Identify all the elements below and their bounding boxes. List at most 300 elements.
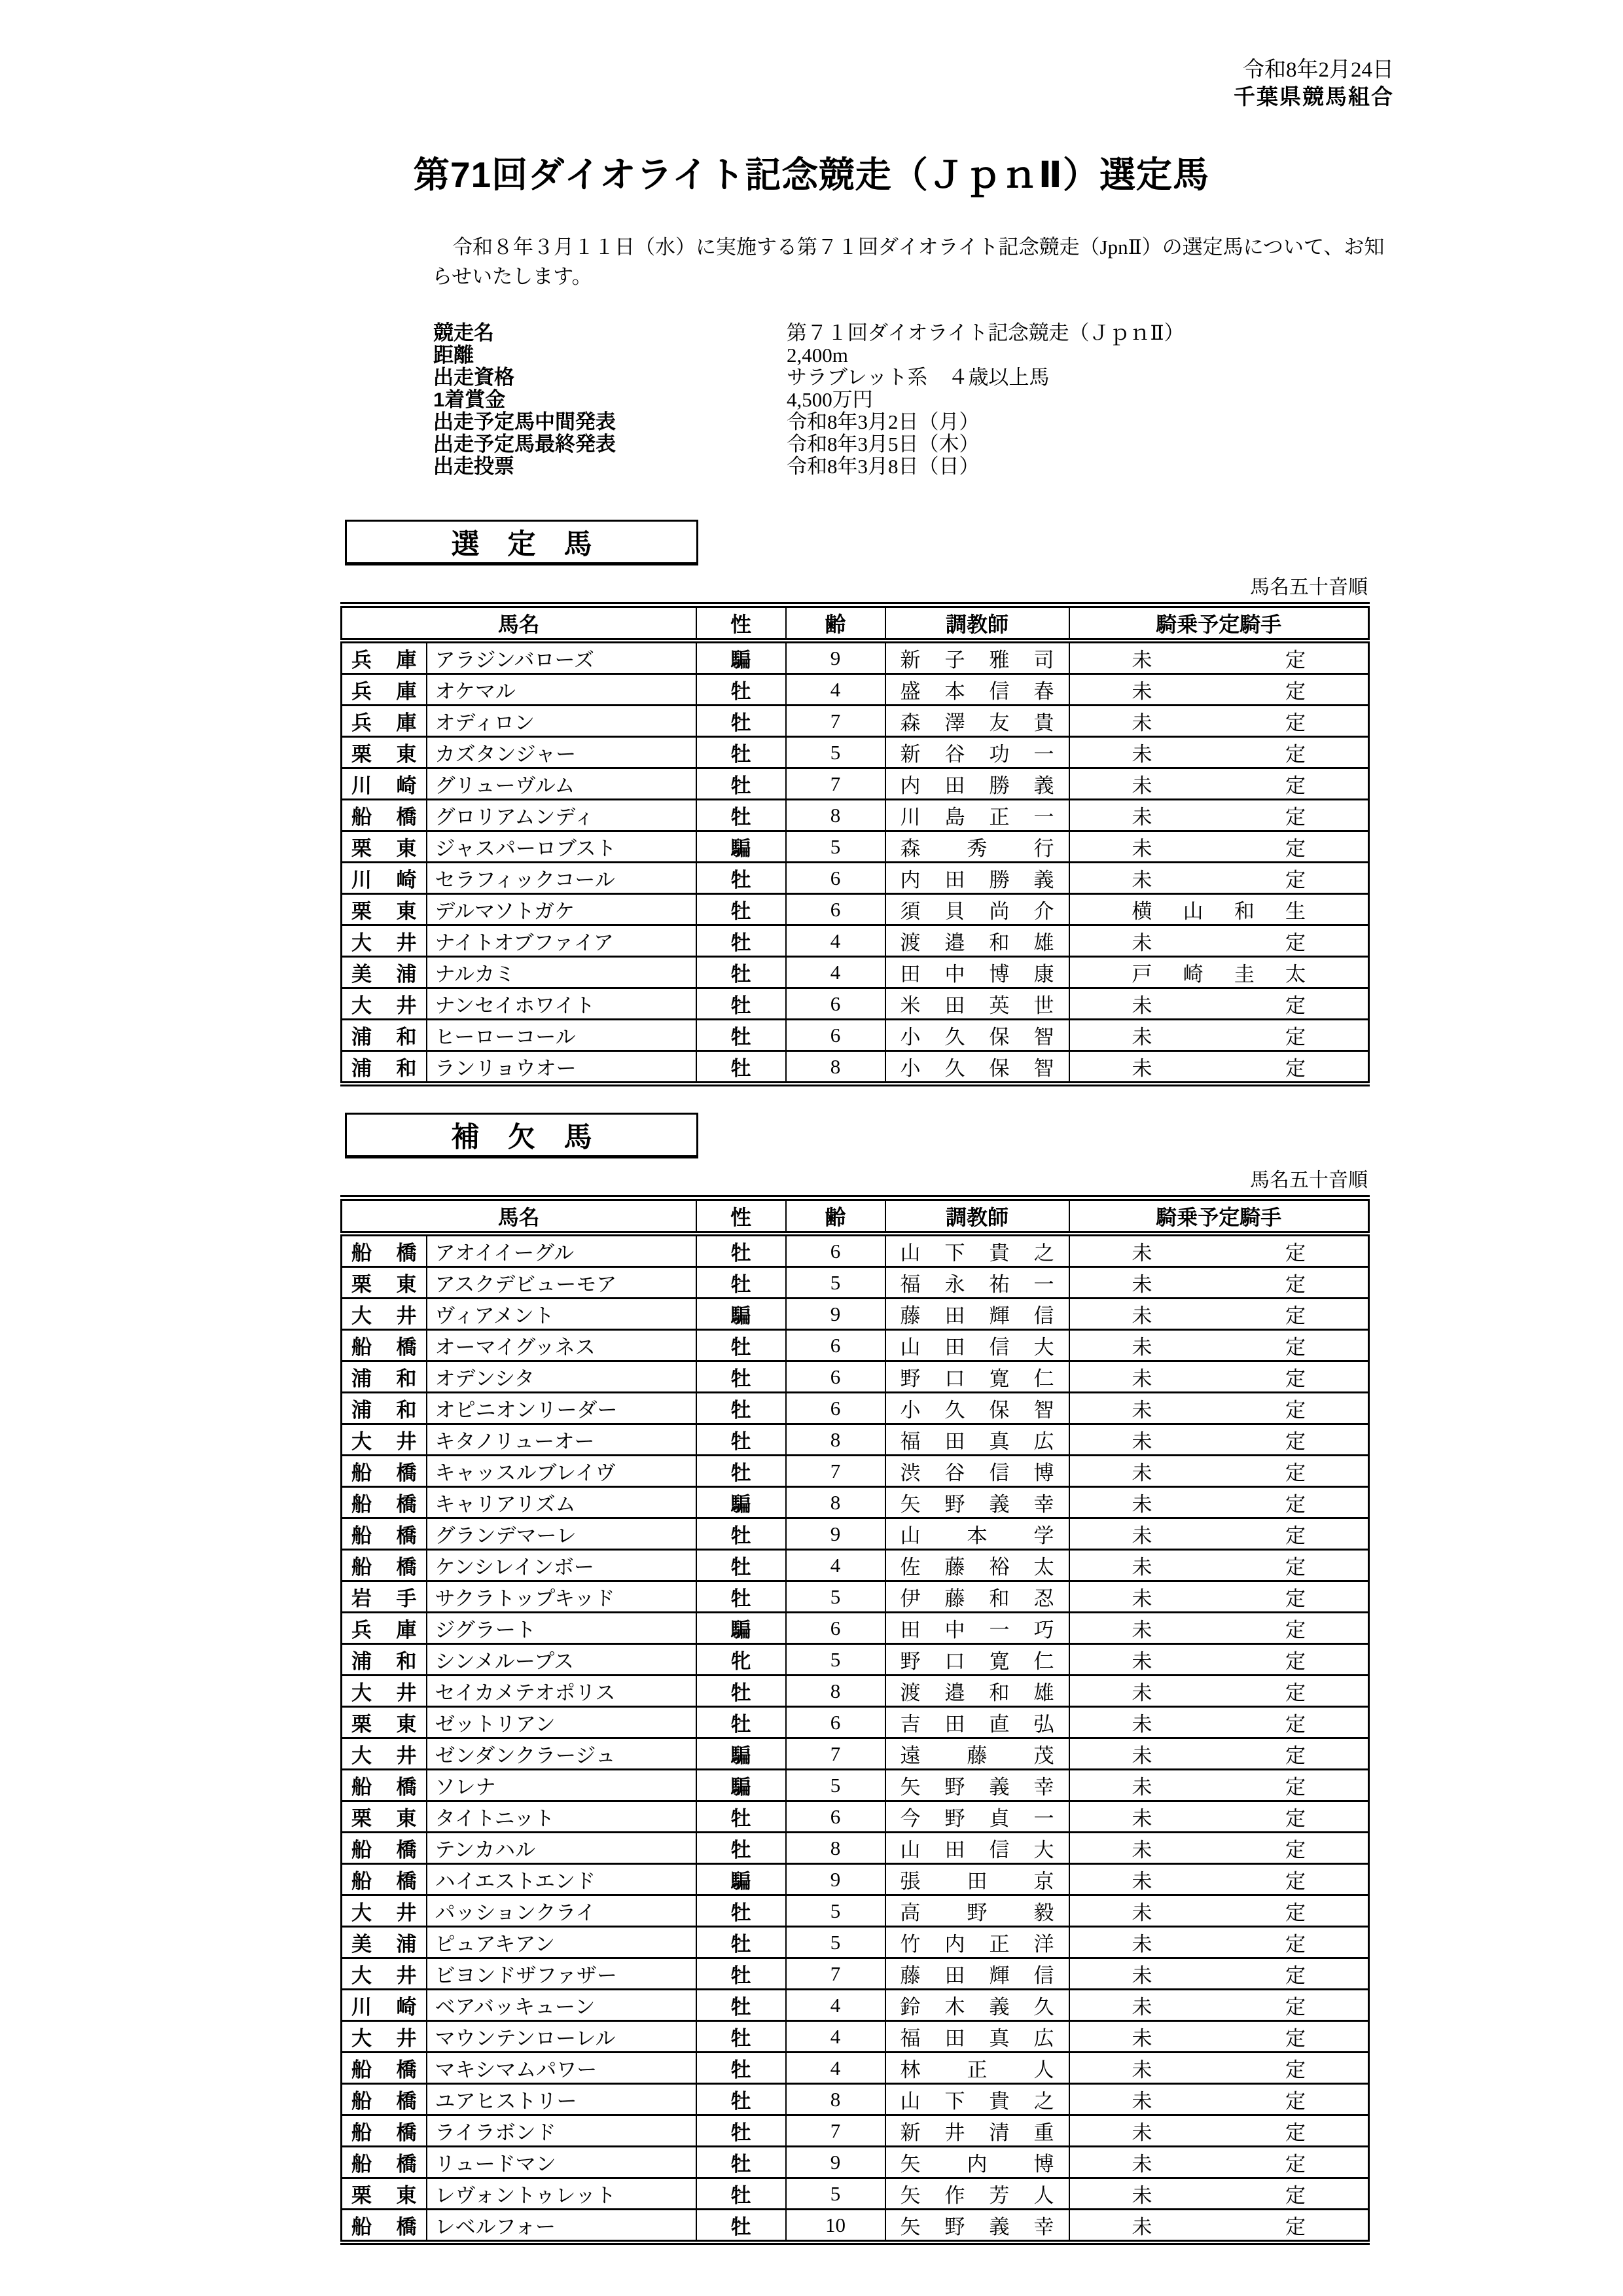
training-area-cell: 栗 東 <box>342 737 427 768</box>
horse-row <box>342 1267 1369 1299</box>
horse-row <box>342 1895 1369 1927</box>
trainer-cell: 藤 田 輝 信 <box>885 1958 1069 1990</box>
trainer-cell: 福 田 真 広 <box>885 2021 1069 2053</box>
jockey-cell: 未 定 <box>1069 674 1369 706</box>
training-area-cell: 兵 庫 <box>342 674 427 706</box>
age-cell: 8 <box>786 1833 885 1864</box>
sex-cell: 牡 <box>696 2021 786 2053</box>
horse-name-cell: シンメループス <box>427 1644 696 1676</box>
age-cell: 6 <box>786 1361 885 1393</box>
sex-cell: 牡 <box>696 863 786 894</box>
jockey-cell: 未 定 <box>1069 1958 1369 1990</box>
col-header-jockey: 騎乗予定騎手 <box>1069 605 1369 641</box>
issue-date: 令和8年2月24日 <box>1243 58 1394 82</box>
horse-row <box>342 1990 1369 2021</box>
sex-cell: 牡 <box>696 706 786 737</box>
trainer-cell: 森 秀 行 <box>885 831 1069 863</box>
horse-row <box>342 1613 1369 1644</box>
trainer-cell: 矢 野 義 幸 <box>885 1770 1069 1801</box>
horse-name-cell: ヒーローコール <box>427 1020 696 1051</box>
horse-name-cell: マキシマムパワー <box>427 2053 696 2084</box>
trainer-cell: 山 田 信 大 <box>885 1330 1069 1361</box>
sort-order-note: 馬名五十音順 <box>1250 1170 1368 1192</box>
trainer-cell: 高 野 毅 <box>885 1895 1069 1927</box>
age-cell: 4 <box>786 1550 885 1581</box>
horse-name-cell: ヴィアメント <box>427 1299 696 1330</box>
horse-name-cell: レヴォントゥレット <box>427 2178 696 2210</box>
trainer-cell: 田 中 博 康 <box>885 957 1069 988</box>
sex-cell: 牝 <box>696 1644 786 1676</box>
jockey-cell: 未 定 <box>1069 1330 1369 1361</box>
jockey-cell: 未 定 <box>1069 1487 1369 1518</box>
horse-name-cell: ビヨンドザファザー <box>427 1958 696 1990</box>
reserve-horses-rows <box>342 1234 1369 2242</box>
training-area-cell: 大 井 <box>342 988 427 1020</box>
race-info-row <box>433 456 1623 478</box>
age-cell: 4 <box>786 2053 885 2084</box>
jockey-cell: 未 定 <box>1069 2053 1369 2084</box>
horse-name-cell: ハイエストエンド <box>427 1864 696 1895</box>
selected-horses-section <box>0 520 1623 1086</box>
section-heading: 選 定 馬 <box>451 529 592 560</box>
horse-name-cell: タイトニット <box>427 1801 696 1833</box>
sex-cell: 牡 <box>696 674 786 706</box>
horse-name-cell: オディロン <box>427 706 696 737</box>
trainer-cell: 川 島 正 一 <box>885 800 1069 831</box>
age-cell: 4 <box>786 674 885 706</box>
sex-cell: 牡 <box>696 1990 786 2021</box>
sex-cell: 牡 <box>696 1020 786 1051</box>
sex-cell: 騙 <box>696 1864 786 1895</box>
jockey-cell: 未 定 <box>1069 1927 1369 1958</box>
trainer-cell: 森 澤 友 貴 <box>885 706 1069 737</box>
horse-row <box>342 1518 1369 1550</box>
age-cell: 8 <box>786 1051 885 1085</box>
horse-row <box>342 1051 1369 1085</box>
horse-row <box>342 1299 1369 1330</box>
horse-name-cell: ランリョウオー <box>427 1051 696 1085</box>
col-header-jockey: 騎乗予定騎手 <box>1069 1198 1369 1234</box>
trainer-cell: 渡 邉 和 雄 <box>885 925 1069 957</box>
horse-name-cell: ナンセイホワイト <box>427 988 696 1020</box>
training-area-cell: 船 橋 <box>342 1456 427 1487</box>
age-cell: 8 <box>786 800 885 831</box>
trainer-cell: 新 谷 功 一 <box>885 737 1069 768</box>
training-area-cell: 船 橋 <box>342 800 427 831</box>
sex-cell: 牡 <box>696 1927 786 1958</box>
horse-row <box>342 925 1369 957</box>
jockey-cell: 未 定 <box>1069 1613 1369 1644</box>
trainer-cell: 米 田 英 世 <box>885 988 1069 1020</box>
sex-cell: 牡 <box>696 1707 786 1738</box>
jockey-cell: 未 定 <box>1069 1550 1369 1581</box>
horse-name-cell: オーマイグッネス <box>427 1330 696 1361</box>
training-area-cell: 栗 東 <box>342 1267 427 1299</box>
sex-cell: 牡 <box>696 737 786 768</box>
horse-name-cell: アスクデビューモア <box>427 1267 696 1299</box>
horse-name-cell: レベルフォー <box>427 2210 696 2243</box>
training-area-cell: 栗 東 <box>342 894 427 925</box>
col-header-sex: 性 <box>696 1198 786 1234</box>
trainer-cell: 藤 田 輝 信 <box>885 1299 1069 1330</box>
horse-row <box>342 988 1369 1020</box>
training-area-cell: 川 崎 <box>342 768 427 800</box>
training-area-cell: 浦 和 <box>342 1361 427 1393</box>
horse-row <box>342 2053 1369 2084</box>
age-cell: 8 <box>786 1676 885 1707</box>
training-area-cell: 栗 東 <box>342 2178 427 2210</box>
horse-name-cell: ベアバッキューン <box>427 1990 696 2021</box>
training-area-cell: 浦 和 <box>342 1020 427 1051</box>
age-cell: 6 <box>786 988 885 1020</box>
horse-name-cell: ジャスパーロブスト <box>427 831 696 863</box>
sex-cell: 牡 <box>696 1958 786 1990</box>
sex-cell: 牡 <box>696 1581 786 1613</box>
age-cell: 6 <box>786 1393 885 1424</box>
age-cell: 8 <box>786 2084 885 2115</box>
trainer-cell: 田 中 一 巧 <box>885 1613 1069 1644</box>
horse-row <box>342 863 1369 894</box>
horse-name-cell: ゼンダンクラージュ <box>427 1738 696 1770</box>
horse-row <box>342 1581 1369 1613</box>
age-cell: 10 <box>786 2210 885 2243</box>
horse-name-cell: ピュアキアン <box>427 1927 696 1958</box>
horse-row <box>342 1707 1369 1738</box>
sex-cell: 騙 <box>696 831 786 863</box>
age-cell: 5 <box>786 1581 885 1613</box>
sex-cell: 騙 <box>696 1738 786 1770</box>
horse-row <box>342 2115 1369 2147</box>
sex-cell: 騙 <box>696 1487 786 1518</box>
horse-name-cell: ゼットリアン <box>427 1707 696 1738</box>
jockey-cell: 未 定 <box>1069 1895 1369 1927</box>
horse-row <box>342 1801 1369 1833</box>
horse-row <box>342 1393 1369 1424</box>
training-area-cell: 美 浦 <box>342 957 427 988</box>
horse-row <box>342 1676 1369 1707</box>
sex-cell: 牡 <box>696 1518 786 1550</box>
horse-name-cell: リュードマン <box>427 2147 696 2178</box>
race-info-row <box>433 433 1623 456</box>
age-cell: 5 <box>786 1770 885 1801</box>
sex-cell: 牡 <box>696 1234 786 1267</box>
race-info-label: 出走予定馬中間発表 <box>433 410 616 434</box>
trainer-cell: 盛 本 信 春 <box>885 674 1069 706</box>
age-cell: 4 <box>786 1990 885 2021</box>
sex-cell: 牡 <box>696 1330 786 1361</box>
horse-row <box>342 1927 1369 1958</box>
trainer-cell: 矢 野 義 幸 <box>885 1487 1069 1518</box>
training-area-cell: 船 橋 <box>342 1518 427 1550</box>
trainer-cell: 林 正 人 <box>885 2053 1069 2084</box>
horse-name-cell: キャリアリズム <box>427 1487 696 1518</box>
jockey-cell: 未 定 <box>1069 2084 1369 2115</box>
training-area-cell: 川 崎 <box>342 1990 427 2021</box>
age-cell: 6 <box>786 894 885 925</box>
sex-cell: 牡 <box>696 957 786 988</box>
sex-cell: 牡 <box>696 1676 786 1707</box>
jockey-cell: 未 定 <box>1069 1424 1369 1456</box>
sex-cell: 騙 <box>696 1299 786 1330</box>
age-cell: 5 <box>786 1895 885 1927</box>
reserve-horses-section <box>0 1113 1623 2245</box>
jockey-cell: 未 定 <box>1069 863 1369 894</box>
horse-row <box>342 957 1369 988</box>
trainer-cell: 竹 内 正 洋 <box>885 1927 1069 1958</box>
sex-cell: 牡 <box>696 2147 786 2178</box>
trainer-cell: 野 口 寛 仁 <box>885 1644 1069 1676</box>
horse-row <box>342 1550 1369 1581</box>
jockey-cell: 未 定 <box>1069 1267 1369 1299</box>
race-info-row <box>433 411 1623 433</box>
horse-name-cell: カズタンジャー <box>427 737 696 768</box>
sex-cell: 牡 <box>696 1833 786 1864</box>
trainer-cell: 吉 田 直 弘 <box>885 1707 1069 1738</box>
trainer-cell: 渡 邉 和 雄 <box>885 1676 1069 1707</box>
trainer-cell: 新 井 清 重 <box>885 2115 1069 2147</box>
trainer-cell: 小 久 保 智 <box>885 1051 1069 1085</box>
horse-name-cell: ナイトオブファイア <box>427 925 696 957</box>
horse-name-cell: ユアヒストリー <box>427 2084 696 2115</box>
jockey-cell: 未 定 <box>1069 2178 1369 2210</box>
horse-row <box>342 2147 1369 2178</box>
horse-name-cell: デルマソトガケ <box>427 894 696 925</box>
trainer-cell: 矢 作 芳 人 <box>885 2178 1069 2210</box>
training-area-cell: 浦 和 <box>342 1051 427 1085</box>
horse-name-cell: ジグラート <box>427 1613 696 1644</box>
race-info-value: 2,400m <box>787 344 848 367</box>
trainer-cell: 小 久 保 智 <box>885 1393 1069 1424</box>
horse-row <box>342 706 1369 737</box>
jockey-cell: 未 定 <box>1069 1707 1369 1738</box>
section-heading-box <box>345 1113 698 1158</box>
training-area-cell: 兵 庫 <box>342 706 427 737</box>
race-info-row <box>433 389 1623 411</box>
race-info-label: 出走予定馬最終発表 <box>433 433 616 456</box>
jockey-cell: 未 定 <box>1069 1644 1369 1676</box>
trainer-cell: 山 下 貴 之 <box>885 2084 1069 2115</box>
sex-cell: 牡 <box>696 1361 786 1393</box>
training-area-cell: 船 橋 <box>342 1550 427 1581</box>
intro-paragraph: 令和８年３月１１日（水）に実施する第７１回ダイオライト記念競走（JpnⅡ）の選定馬について、お知らせいたします。 <box>432 236 1385 289</box>
age-cell: 6 <box>786 1707 885 1738</box>
training-area-cell: 船 橋 <box>342 2053 427 2084</box>
training-area-cell: 船 橋 <box>342 1487 427 1518</box>
horse-row <box>342 1456 1369 1487</box>
sex-cell: 牡 <box>696 1051 786 1085</box>
horse-name-cell: アラジンバローズ <box>427 641 696 674</box>
training-area-cell: 大 井 <box>342 1676 427 1707</box>
race-info-value: 令和8年3月2日（月） <box>787 410 980 434</box>
training-area-cell: 大 井 <box>342 1958 427 1990</box>
trainer-cell: 矢 内 博 <box>885 2147 1069 2178</box>
jockey-cell: 未 定 <box>1069 1801 1369 1833</box>
horse-name-cell: セラフィックコール <box>427 863 696 894</box>
training-area-cell: 大 井 <box>342 2021 427 2053</box>
training-area-cell: 大 井 <box>342 1895 427 1927</box>
training-area-cell: 川 崎 <box>342 863 427 894</box>
age-cell: 6 <box>786 1020 885 1051</box>
jockey-cell: 未 定 <box>1069 1456 1369 1487</box>
col-header-trainer: 調教師 <box>885 605 1069 641</box>
trainer-cell: 鈴 木 義 久 <box>885 1990 1069 2021</box>
horse-row <box>342 2021 1369 2053</box>
horse-row <box>342 831 1369 863</box>
horse-row <box>342 1958 1369 1990</box>
horse-row <box>342 800 1369 831</box>
horse-row <box>342 1864 1369 1895</box>
trainer-cell: 矢 野 義 幸 <box>885 2210 1069 2243</box>
horse-row <box>342 1487 1369 1518</box>
horse-name-cell: ライラボンド <box>427 2115 696 2147</box>
trainer-cell: 張 田 京 <box>885 1864 1069 1895</box>
sex-cell: 牡 <box>696 1550 786 1581</box>
sex-cell: 牡 <box>696 1895 786 1927</box>
age-cell: 5 <box>786 1927 885 1958</box>
horse-row <box>342 768 1369 800</box>
horse-name-cell: グロリアムンディ <box>427 800 696 831</box>
col-header-horse-name: 馬名 <box>342 605 696 641</box>
horse-name-cell: サクラトップキッド <box>427 1581 696 1613</box>
trainer-cell: 須 貝 尚 介 <box>885 894 1069 925</box>
sex-cell: 騙 <box>696 1613 786 1644</box>
sex-cell: 牡 <box>696 1456 786 1487</box>
jockey-cell: 未 定 <box>1069 1299 1369 1330</box>
race-info-list <box>433 322 1623 478</box>
horse-row <box>342 1330 1369 1361</box>
age-cell: 6 <box>786 1330 885 1361</box>
race-info-label: 1着賞金 <box>433 388 506 412</box>
training-area-cell: 大 井 <box>342 1299 427 1330</box>
horse-row <box>342 1738 1369 1770</box>
training-area-cell: 船 橋 <box>342 2084 427 2115</box>
trainer-cell: 山 本 学 <box>885 1518 1069 1550</box>
horse-row <box>342 2084 1369 2115</box>
jockey-cell: 戸 崎 圭 太 <box>1069 957 1369 988</box>
race-info-label: 出走投票 <box>433 455 514 478</box>
age-cell: 7 <box>786 1958 885 1990</box>
horse-name-cell: ナルカミ <box>427 957 696 988</box>
col-header-age: 齢 <box>786 605 885 641</box>
training-area-cell: 岩 手 <box>342 1581 427 1613</box>
horse-name-cell: ソレナ <box>427 1770 696 1801</box>
horse-name-cell: オケマル <box>427 674 696 706</box>
age-cell: 7 <box>786 1738 885 1770</box>
trainer-cell: 野 口 寛 仁 <box>885 1361 1069 1393</box>
sex-cell: 牡 <box>696 988 786 1020</box>
trainer-cell: 山 田 信 大 <box>885 1833 1069 1864</box>
issuing-organization: 千葉県競馬組合 <box>1234 84 1394 109</box>
training-area-cell: 栗 東 <box>342 1801 427 1833</box>
training-area-cell: 船 橋 <box>342 1234 427 1267</box>
age-cell: 5 <box>786 1644 885 1676</box>
horse-name-cell: キタノリューオー <box>427 1424 696 1456</box>
horse-name-cell: ケンシレインボー <box>427 1550 696 1581</box>
jockey-cell: 未 定 <box>1069 1051 1369 1085</box>
trainer-cell: 佐 藤 裕 太 <box>885 1550 1069 1581</box>
training-area-cell: 大 井 <box>342 925 427 957</box>
training-area-cell: 船 橋 <box>342 1330 427 1361</box>
race-info-row <box>433 344 1623 367</box>
age-cell: 6 <box>786 1801 885 1833</box>
age-cell: 5 <box>786 737 885 768</box>
sex-cell: 牡 <box>696 1393 786 1424</box>
trainer-cell: 福 田 真 広 <box>885 1424 1069 1456</box>
horse-row <box>342 1424 1369 1456</box>
horse-row <box>342 1770 1369 1801</box>
training-area-cell: 浦 和 <box>342 1393 427 1424</box>
horse-name-cell: グリューヴルム <box>427 768 696 800</box>
section-heading: 補 欠 馬 <box>451 1122 592 1153</box>
horse-name-cell: マウンテンローレル <box>427 2021 696 2053</box>
page-title: 第71回ダイオライト記念競走（ＪｐｎⅡ）選定馬 <box>413 154 1209 196</box>
section-heading-box <box>345 520 698 565</box>
sex-cell: 牡 <box>696 894 786 925</box>
horse-row <box>342 641 1369 674</box>
selected-horses-table <box>340 602 1370 1086</box>
horse-row <box>342 1644 1369 1676</box>
age-cell: 7 <box>786 1456 885 1487</box>
horse-name-cell: パッションクライ <box>427 1895 696 1927</box>
horse-row <box>342 2178 1369 2210</box>
trainer-cell: 小 久 保 智 <box>885 1020 1069 1051</box>
age-cell: 6 <box>786 863 885 894</box>
jockey-cell: 未 定 <box>1069 737 1369 768</box>
trainer-cell: 福 永 祐 一 <box>885 1267 1069 1299</box>
jockey-cell: 未 定 <box>1069 1676 1369 1707</box>
sex-cell: 牡 <box>696 1267 786 1299</box>
jockey-cell: 未 定 <box>1069 1234 1369 1267</box>
age-cell: 6 <box>786 1234 885 1267</box>
sex-cell: 牡 <box>696 800 786 831</box>
jockey-cell: 未 定 <box>1069 2210 1369 2243</box>
jockey-cell: 未 定 <box>1069 1581 1369 1613</box>
reserve-horses-table <box>340 1195 1370 2245</box>
race-info-row <box>433 322 1623 344</box>
horse-row <box>342 894 1369 925</box>
jockey-cell: 未 定 <box>1069 768 1369 800</box>
training-area-cell: 船 橋 <box>342 2115 427 2147</box>
jockey-cell: 未 定 <box>1069 1020 1369 1051</box>
horse-row <box>342 1833 1369 1864</box>
jockey-cell: 未 定 <box>1069 1990 1369 2021</box>
jockey-cell: 未 定 <box>1069 2115 1369 2147</box>
horse-name-cell: オピニオンリーダー <box>427 1393 696 1424</box>
jockey-cell: 未 定 <box>1069 1864 1369 1895</box>
training-area-cell: 船 橋 <box>342 2147 427 2178</box>
sex-cell: 牡 <box>696 2084 786 2115</box>
jockey-cell: 未 定 <box>1069 2021 1369 2053</box>
age-cell: 7 <box>786 2115 885 2147</box>
race-info-label: 距離 <box>433 344 474 367</box>
training-area-cell: 船 橋 <box>342 2210 427 2243</box>
jockey-cell: 未 定 <box>1069 2147 1369 2178</box>
training-area-cell: 船 橋 <box>342 1770 427 1801</box>
age-cell: 8 <box>786 1487 885 1518</box>
age-cell: 9 <box>786 641 885 674</box>
horse-name-cell: キャッスルブレイヴ <box>427 1456 696 1487</box>
age-cell: 4 <box>786 2021 885 2053</box>
horse-name-cell: グランデマーレ <box>427 1518 696 1550</box>
jockey-cell: 未 定 <box>1069 706 1369 737</box>
jockey-cell: 未 定 <box>1069 800 1369 831</box>
training-area-cell: 兵 庫 <box>342 1613 427 1644</box>
race-info-label: 競走名 <box>433 321 494 345</box>
trainer-cell: 今 野 貞 一 <box>885 1801 1069 1833</box>
sort-order-note: 馬名五十音順 <box>1250 577 1368 599</box>
trainer-cell: 渋 谷 信 博 <box>885 1456 1069 1487</box>
age-cell: 9 <box>786 1518 885 1550</box>
